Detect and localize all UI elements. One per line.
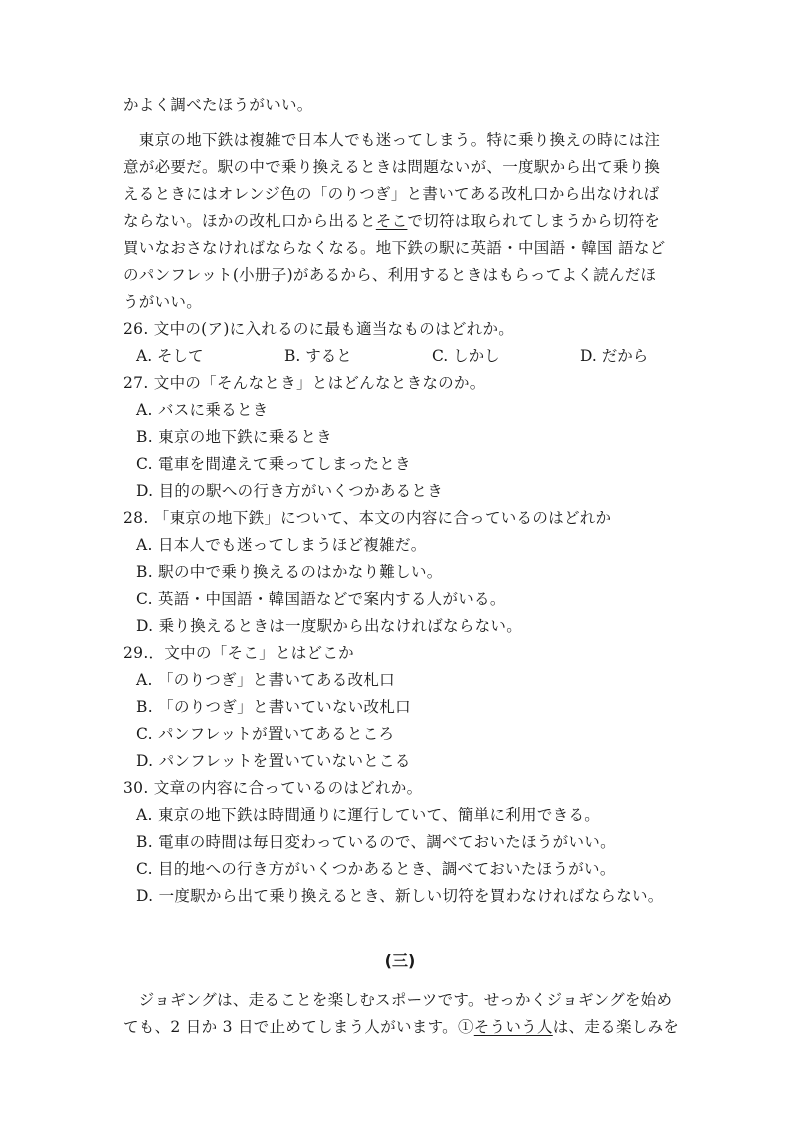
question-27: 27. 文中の「そんなとき」とはどんなときなのか。 bbox=[123, 374, 486, 392]
option-d: D. 乗り換えるときは一度駅から出なければならない。 bbox=[136, 617, 523, 635]
passage-line: のパンフレット(小册子)があるから、利用するときはもらってよく読んだほ bbox=[123, 266, 657, 284]
option-c: C. 電車を間違えて乗ってしまったとき bbox=[136, 455, 411, 473]
question-26: 26. 文中の(ア)に入れるのに最も適当なものはどれか。 bbox=[123, 320, 515, 338]
option-c: C. しかし bbox=[432, 347, 500, 365]
option-c: C. パンフレットが置いてあるところ bbox=[136, 725, 395, 743]
option-b: B. 電車の時間は毎日変わっているので、調べておいたほうがいい。 bbox=[136, 833, 616, 851]
option-a: A. 日本人でも迷ってしまうほど複雑だ。 bbox=[136, 536, 427, 554]
section-title: (三) bbox=[384, 951, 416, 970]
option-d: D. 一度駅から出て乗り換えるとき、新しい切符を買わなければならない。 bbox=[136, 887, 664, 905]
underlined-term: そういう人 bbox=[473, 1018, 553, 1036]
passage-line bbox=[123, 1017, 679, 1037]
passage-line: 買いなおさなければならなくなる。地下鉄の駅に英語・中国語・韓国 語など bbox=[123, 239, 666, 257]
option-b: B. すると bbox=[284, 347, 352, 365]
option-a: A. そして bbox=[136, 347, 204, 365]
option-d: D. だから bbox=[580, 347, 649, 365]
question-29: 29.．文中の「そこ」とはどこか bbox=[123, 644, 354, 662]
passage-line: 東京の地下鉄は複雑で日本人でも迷ってしまう。特に乗り換えの時には注 bbox=[123, 131, 661, 149]
option-a: A. 東京の地下鉄は時間通りに運行していて、簡単に利用できる。 bbox=[136, 806, 601, 824]
option-c: C. 英語・中国語・韓国語などで案内する人がいる。 bbox=[136, 590, 506, 608]
option-b: B. 「のりつぎ」と書いていない改札口 bbox=[136, 698, 411, 716]
option-b: B. 駅の中で乗り換えるのはかなり難しい。 bbox=[136, 563, 443, 581]
option-a: A. バスに乗るとき bbox=[136, 401, 269, 419]
question-30: 30. 文章の内容に合っているのはどれか。 bbox=[123, 779, 423, 797]
passage-text: で切符は取られてしまうから切符を bbox=[407, 212, 661, 230]
passage-line: ジョギングは、走ることを楽しむスポーツです。せっかくジョギングを始め bbox=[123, 991, 673, 1009]
passage-line: 意が必要だ。駅の中で乗り換えるときは問題ないが、一度駅から出て乗り換 bbox=[123, 158, 661, 176]
option-c: C. 目的地への行き方がいくつかあるとき、調べておいたほうがい。 bbox=[136, 860, 616, 878]
option-a: A. 「のりつぎ」と書いてある改札口 bbox=[136, 671, 395, 689]
passage-line: かよく調べたほうがいい。 bbox=[123, 96, 313, 114]
option-d: D. パンフレットを置いていないとこる bbox=[136, 752, 411, 770]
passage-text: ても、2 日か 3 日で止めてしまう人がいます。① bbox=[123, 1018, 474, 1036]
passage-line: えるときにはオレンジ色の「のりつぎ」と書いてある改札口から出なければ bbox=[123, 185, 660, 203]
question-26-options bbox=[136, 346, 696, 366]
option-b: B. 東京の地下鉄に乗るとき bbox=[136, 428, 332, 446]
passage-line: うがいい。 bbox=[123, 293, 203, 311]
question-28: 28. 「東京の地下鉄」について、本文の内容に合っているのはどれか bbox=[123, 509, 612, 527]
passage-text: ならない。ほかの改札口から出ると bbox=[123, 212, 376, 230]
passage-line bbox=[123, 211, 660, 231]
passage-text: は、走る楽しみを bbox=[552, 1018, 680, 1036]
underlined-term: そこ bbox=[375, 212, 408, 230]
option-d: D. 目的の駅への行き方がいくつかあるとき bbox=[136, 482, 444, 500]
